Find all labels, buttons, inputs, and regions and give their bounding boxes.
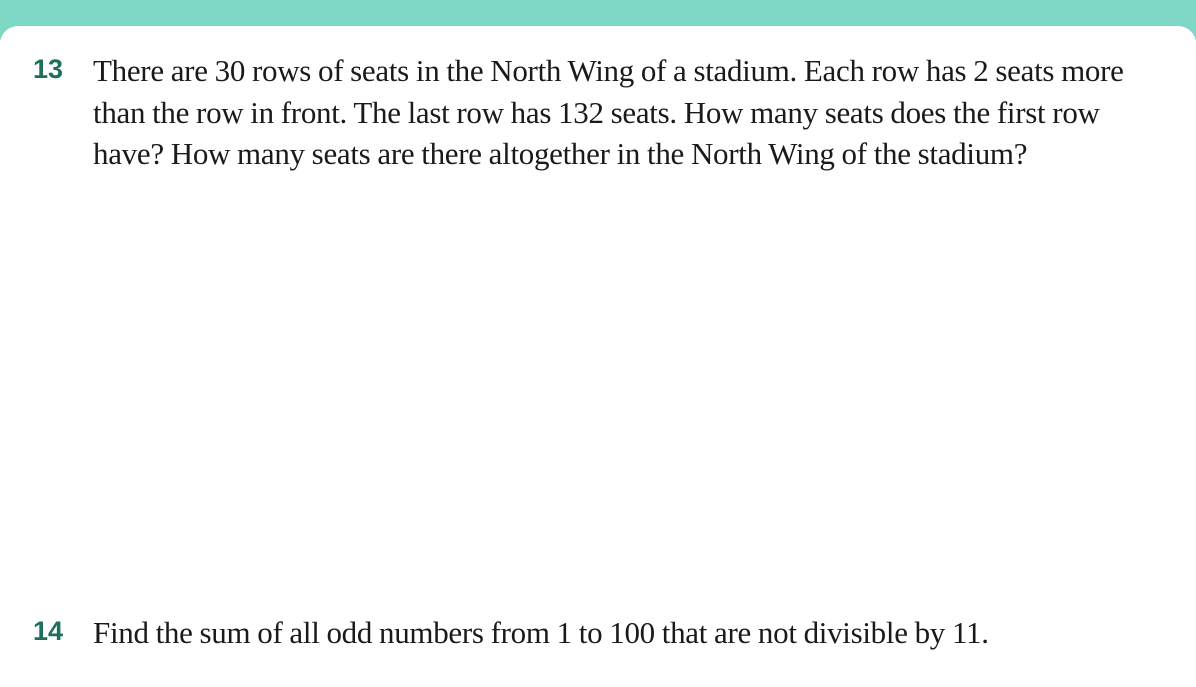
question-text bbox=[93, 50, 1193, 175]
question-line: have? How many seats are there altogether in the North Wing of the stadium? bbox=[93, 136, 1028, 171]
question-number: 13 bbox=[33, 54, 64, 84]
question-line: than the row in front. The last row has 132 seats. How many seats does the first row bbox=[93, 94, 1100, 130]
question-number: 14 bbox=[33, 616, 64, 646]
question-text bbox=[93, 612, 1193, 654]
question-line: There are 30 rows of seats in the North Wing of a stadium. Each row has 2 seats more bbox=[93, 53, 1124, 88]
question-line: Find the sum of all odd numbers from 1 to 100 that are not divisible by 11. bbox=[93, 615, 989, 650]
